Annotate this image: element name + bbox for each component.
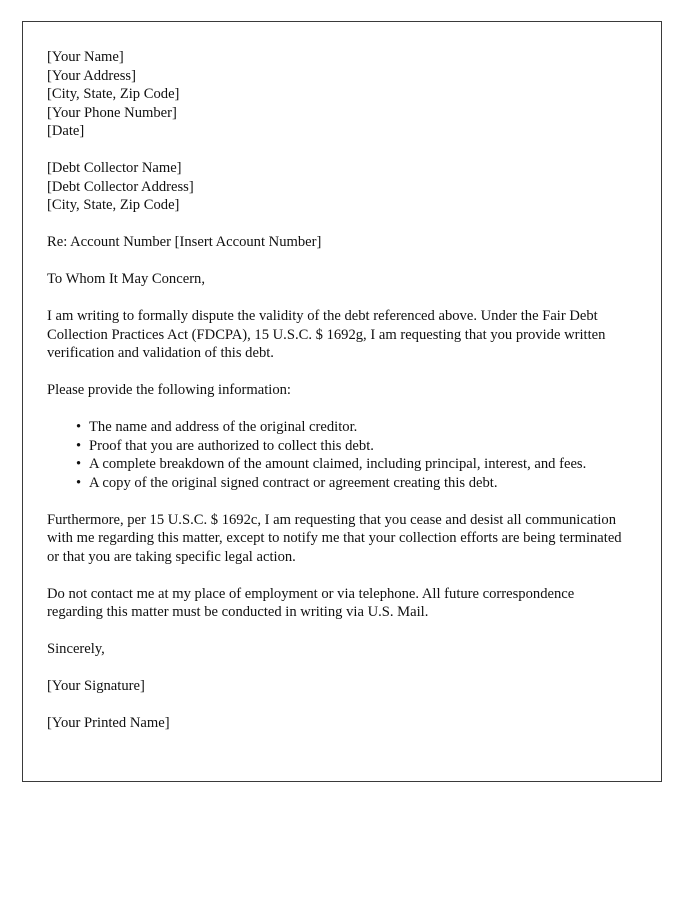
spacer-before-list — [47, 400, 633, 419]
bullet-icon: • — [76, 419, 82, 435]
letter-content — [47, 48, 633, 733]
spacer-after-signature — [47, 696, 633, 715]
spacer-after-list — [47, 492, 633, 511]
bullet-icon: • — [76, 437, 82, 454]
body-paragraph-3: Do not contact me at my place of employment or via telephone. All future correspondence regarding this matter must be conducted in writing via U.S. Mail. — [47, 585, 575, 620]
spacer-after-paragraph-3 — [47, 622, 633, 641]
list-item-text: The name and address of the original creditor. — [89, 419, 358, 435]
request-intro-line: Please provide the following information: — [47, 382, 291, 398]
printed-name-placeholder: [Your Printed Name] — [47, 715, 170, 731]
recipient-line-name: [Debt Collector Name] — [47, 160, 182, 176]
body-paragraph-1: I am writing to formally dispute the validity of the debt referenced above. Under the Fair Debt Collection Practices Act (FDCPA), 15 U.S.C. $ 1692g, I am requesting that you provide written verification and validation of this debt. — [47, 308, 606, 361]
letter-page-sheet — [22, 21, 662, 782]
spacer-after-closing — [47, 659, 633, 678]
list-item — [47, 474, 633, 493]
body-paragraph-2: Furthermore, per 15 U.S.C. $ 1692c, I am requesting that you cease and desist all communication with me regarding this matter, except to notify me that your collection efforts are being terminated or that you are taking specific legal action. — [47, 511, 622, 565]
list-item-text: A complete breakdown of the amount claimed, including principal, interest, and fees. — [89, 456, 587, 472]
spacer-after-recipient — [47, 215, 633, 234]
requested-information-list — [47, 418, 633, 492]
list-item — [47, 437, 633, 456]
spacer-after-sender — [47, 141, 633, 160]
recipient-line-city-state-zip: [City, State, Zip Code] — [47, 197, 180, 213]
recipient-line-address: [Debt Collector Address] — [47, 178, 194, 195]
list-item-text: Proof that you are authorized to collect this debt. — [89, 437, 374, 454]
list-item-text: A copy of the original signed contract or agreement creating this debt. — [89, 474, 498, 491]
closing-salutation: Sincerely, — [47, 641, 105, 657]
list-item — [47, 418, 633, 437]
sender-line-city-state-zip: [City, State, Zip Code] — [47, 86, 180, 102]
sender-line-phone: [Your Phone Number] — [47, 104, 177, 121]
spacer-after-paragraph-1 — [47, 363, 633, 382]
recipient-address-block — [47, 159, 633, 215]
sender-line-name: [Your Name] — [47, 49, 124, 65]
spacer-after-subject — [47, 252, 633, 271]
sender-line-address: [Your Address] — [47, 67, 136, 84]
spacer-after-salutation — [47, 289, 633, 308]
salutation: To Whom It May Concern, — [47, 271, 205, 287]
spacer-after-paragraph-2 — [47, 566, 633, 585]
bullet-icon: • — [76, 474, 82, 491]
signature-placeholder: [Your Signature] — [47, 678, 145, 694]
subject-line: Re: Account Number [Insert Account Number] — [47, 234, 322, 250]
bullet-icon: • — [76, 456, 82, 472]
list-item — [47, 455, 633, 474]
sender-address-block — [47, 48, 633, 141]
sender-line-date: [Date] — [47, 123, 85, 139]
